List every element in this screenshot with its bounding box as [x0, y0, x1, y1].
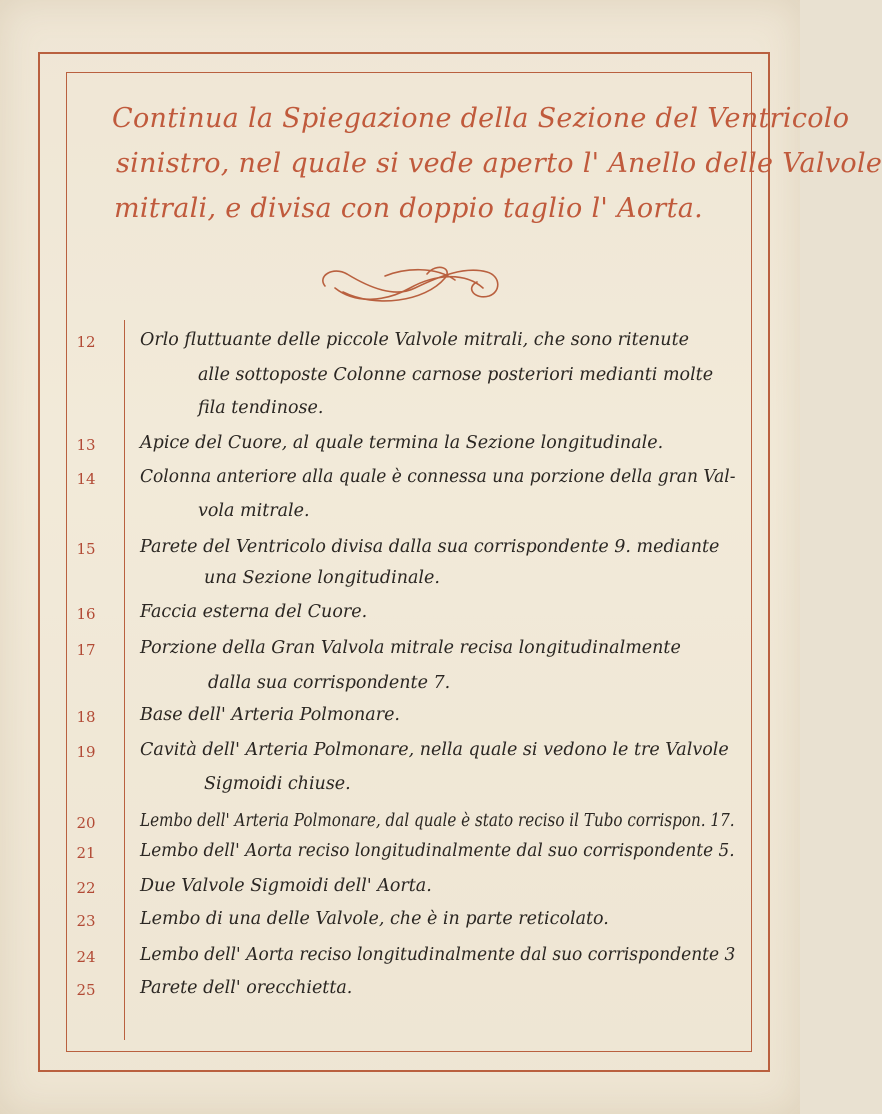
item-number: 25 — [76, 981, 96, 999]
item-text-line: Orlo fluttuante delle piccole Valvole mitrali, che sono ritenute — [140, 330, 689, 350]
item-number: 12 — [76, 333, 96, 351]
item-number: 24 — [76, 948, 96, 966]
item-text-line: dalla sua corrispondente 7. — [208, 673, 451, 693]
item-text-line: Lembo dell' Aorta reciso longitudinalmente dal suo corrispondente 5. — [140, 841, 735, 861]
item-text-line: una Sezione longitudinale. — [204, 568, 440, 588]
item-text-line: Lembo dell' Arteria Polmonare, dal quale è stato reciso il Tubo corrispon. 17. — [140, 811, 735, 831]
title-line-2: sinistro, nel quale si vede aperto l' Anello delle Valvole — [116, 148, 882, 179]
item-text-line: Porzione della Gran Valvola mitrale recisa longitudinalmente — [140, 638, 681, 658]
item-text-line: Base dell' Arteria Polmonare. — [140, 705, 400, 725]
item-number: 22 — [76, 879, 96, 897]
item-number: 13 — [76, 436, 96, 454]
item-number: 17 — [76, 641, 96, 659]
item-text-line: vola mitrale. — [198, 501, 310, 521]
title-line-3: mitrali, e divisa con doppio taglio l' Aorta. — [114, 193, 704, 224]
item-text-line: Cavità dell' Arteria Polmonare, nella quale si vedono le tre Valvole — [140, 740, 729, 760]
item-number: 16 — [76, 605, 96, 623]
item-number: 19 — [76, 743, 96, 761]
item-text-line: Lembo di una delle Valvole, che è in parte reticolato. — [140, 909, 609, 929]
item-text-line: fila tendinose. — [198, 398, 324, 418]
title-line-1: Continua la Spiegazione della Sezione del Ventricolo — [112, 103, 850, 134]
item-number: 14 — [76, 470, 96, 488]
number-column-rule — [124, 320, 125, 1040]
item-number: 20 — [76, 814, 96, 832]
item-number: 23 — [76, 912, 96, 930]
item-number: 18 — [76, 708, 96, 726]
item-text-line: alle sottoposte Colonne carnose posteriori medianti molte — [198, 365, 714, 385]
item-text-line: Due Valvole Sigmoidi dell' Aorta. — [140, 876, 432, 896]
page-title — [112, 96, 882, 231]
item-text-line: Apice del Cuore, al quale termina la Sezione longitudinale. — [140, 433, 664, 453]
item-text-line: Colonna anteriore alla quale è connessa una porzione della gran Val- — [140, 467, 736, 487]
flourish-ornament — [315, 258, 505, 308]
item-number: 21 — [76, 844, 96, 862]
item-text-line: Parete dell' orecchietta. — [140, 978, 353, 998]
item-text-line: Lembo dell' Aorta reciso longitudinalmente dal suo corrispondente 3 — [140, 945, 736, 965]
item-text-line: Faccia esterna del Cuore. — [140, 602, 368, 622]
item-text-line: Parete del Ventricolo divisa dalla sua corrispondente 9. mediante — [140, 537, 720, 557]
item-number: 15 — [76, 540, 96, 558]
item-text-line: Sigmoidi chiuse. — [204, 774, 351, 794]
